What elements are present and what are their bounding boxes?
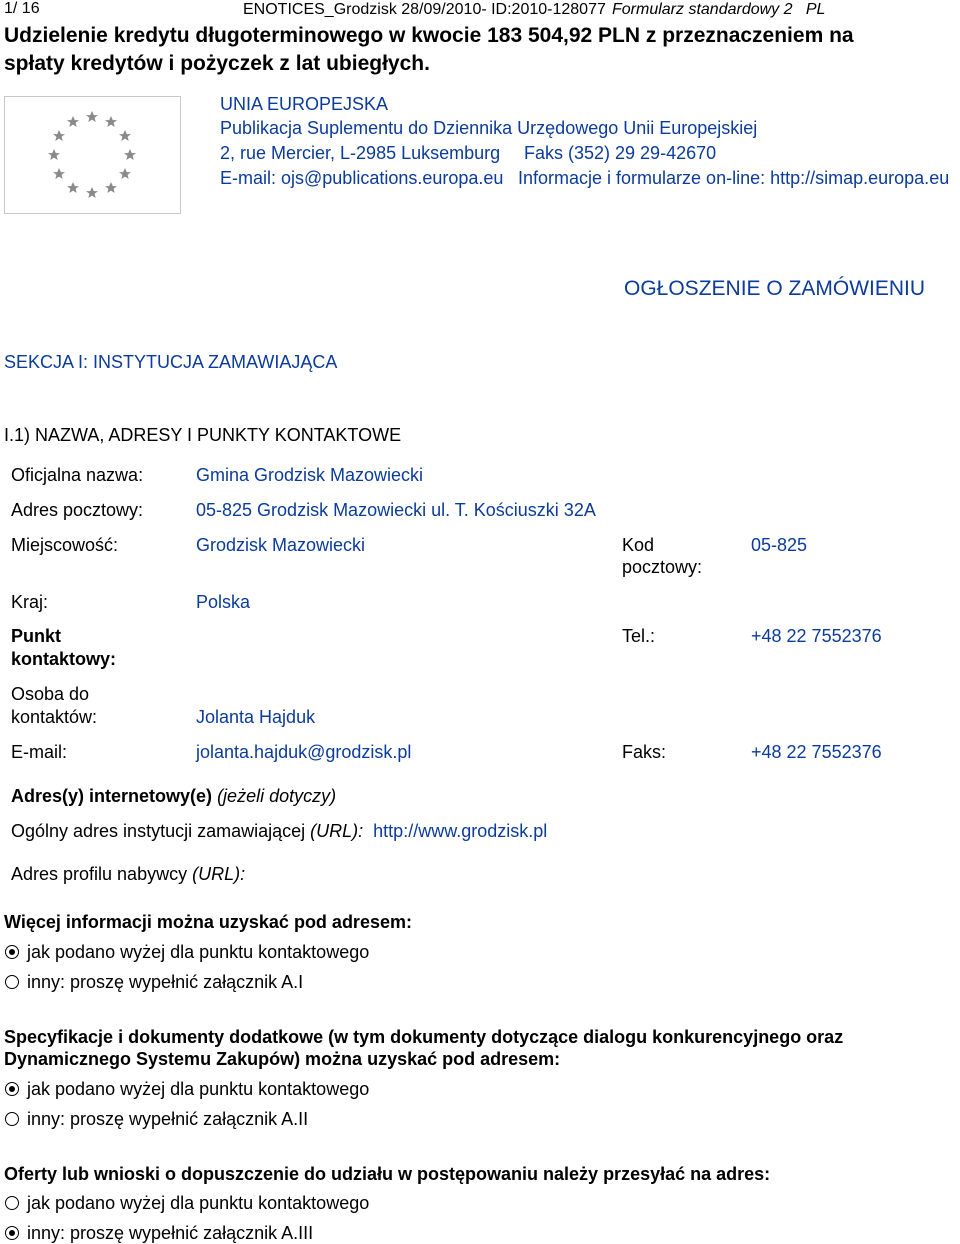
- fax-label: Faks:: [622, 742, 667, 762]
- tender-title-line2: spłaty kredytów i pożyczek z lat ubiegłych.: [4, 52, 430, 75]
- page-number: 1/ 16: [4, 0, 40, 17]
- more-info-opt2: inny: proszę wypełnić załącznik A.I: [27, 972, 304, 992]
- more-info-heading: Więcej informacji można uzyskać pod adresem:: [4, 912, 412, 932]
- zip-value: 05-825: [751, 535, 808, 555]
- offers-heading: Oferty lub wnioski o dopuszczenie do udziału w postępowaniu należy przesyłać na adres:: [4, 1164, 771, 1184]
- official-name-label: Oficjalna nazwa:: [11, 465, 144, 485]
- eu-online[interactable]: Informacje i formularze on-line: http://simap.europa.eu: [518, 168, 950, 188]
- form-type: [612, 1, 825, 19]
- postal-label: Adres pocztowy:: [11, 500, 144, 520]
- contact-point-label-1: Punkt: [11, 626, 62, 646]
- specs-heading-line2: Dynamicznego Systemu Zakupów) można uzyskać pod adresem:: [4, 1049, 561, 1069]
- country-value: Polska: [196, 592, 251, 612]
- person-label-2: kontaktów:: [11, 707, 98, 727]
- offers-radio-above[interactable]: [5, 1196, 19, 1210]
- eu-logo: [4, 96, 181, 214]
- city-value: Grodzisk Mazowiecki: [196, 535, 366, 555]
- general-url-label: Ogólny adres instytucji zamawiającej: [11, 821, 306, 841]
- general-url-row: [11, 821, 547, 842]
- more-info-radio-other[interactable]: [5, 975, 19, 989]
- eu-fax: Faks (352) 29 29-42670: [524, 143, 717, 163]
- internet-heading-text: Adres(y) internetowy(e): [11, 786, 213, 806]
- offers-opt1: jak podano wyżej dla punktu kontaktowego: [27, 1193, 370, 1213]
- eu-name: UNIA EUROPEJSKA: [220, 94, 389, 114]
- city-label: Miejscowość:: [11, 535, 119, 555]
- eu-stars-icon: [5, 97, 180, 213]
- eu-address: 2, rue Mercier, L-2985 Luksemburg: [220, 143, 501, 163]
- offers-opt2: inny: proszę wypełnić załącznik A.III: [27, 1223, 314, 1243]
- postal-address: 05-825 Grodzisk Mazowiecki ul. T. Kościuszki 32A: [196, 500, 596, 520]
- tel-value: +48 22 7552376: [751, 626, 882, 646]
- tel-label: Tel.:: [622, 626, 656, 646]
- general-url-link[interactable]: http://www.grodzisk.pl: [373, 821, 548, 841]
- section-heading: SEKCJA I: INSTYTUCJA ZAMAWIAJĄCA: [4, 352, 338, 372]
- eu-publication: Publikacja Suplementu do Dziennika Urzędowego Unii Europejskiej: [220, 118, 758, 138]
- zip-label-2: pocztowy:: [622, 557, 703, 577]
- person-label-1: Osoba do: [11, 684, 90, 704]
- more-info-opt1: jak podano wyżej dla punktu kontaktowego: [27, 942, 370, 962]
- contact-point-label-2: kontaktowy:: [11, 649, 117, 669]
- person-value: Jolanta Hajduk: [196, 707, 316, 727]
- form-lang: PL: [805, 1, 826, 18]
- specs-opt2: inny: proszę wypełnić załącznik A.II: [27, 1109, 309, 1129]
- form-name: Formularz standardowy 2: [612, 1, 793, 18]
- internet-heading: [11, 786, 336, 807]
- specs-opt1: jak podano wyżej dla punktu kontaktowego: [27, 1079, 370, 1099]
- zip-label-1: Kod: [622, 535, 655, 555]
- offers-radio-other[interactable]: [5, 1226, 19, 1240]
- fax-value: +48 22 7552376: [751, 742, 882, 762]
- more-info-radio-above[interactable]: [5, 945, 19, 959]
- country-label: Kraj:: [11, 592, 49, 612]
- internet-heading-note: (jeżeli dotyczy): [217, 786, 337, 806]
- buyer-url-label: Adres profilu nabywcy: [11, 864, 188, 884]
- email-label: E-mail:: [11, 742, 68, 762]
- buyer-url-note: (URL):: [192, 864, 246, 884]
- subsection-heading: I.1) NAZWA, ADRESY I PUNKTY KONTAKTOWE: [4, 425, 402, 445]
- email-value[interactable]: jolanta.hajduk@grodzisk.pl: [196, 742, 412, 762]
- official-name: Gmina Grodzisk Mazowiecki: [196, 465, 424, 485]
- eu-email[interactable]: E-mail: ojs@publications.europa.eu: [220, 168, 504, 188]
- specs-radio-above[interactable]: [5, 1082, 19, 1096]
- general-url-note: (URL):: [310, 821, 364, 841]
- specs-heading-line1: Specyfikacje i dokumenty dodatkowe (w tym dokumenty dotyczące dialogu konkurencyjnego oraz: [4, 1027, 844, 1047]
- buyer-url-row: [11, 864, 245, 885]
- tender-title-line1: Udzielenie kredytu długoterminowego w kwocie 183 504,92 PLN z przeznaczeniem na: [4, 24, 854, 47]
- notice-title: OGŁOSZENIE O ZAMÓWIENIU: [624, 277, 926, 300]
- notice-id: ENOTICES_Grodzisk 28/09/2010- ID:2010-128077: [243, 1, 606, 18]
- specs-radio-other[interactable]: [5, 1112, 19, 1126]
